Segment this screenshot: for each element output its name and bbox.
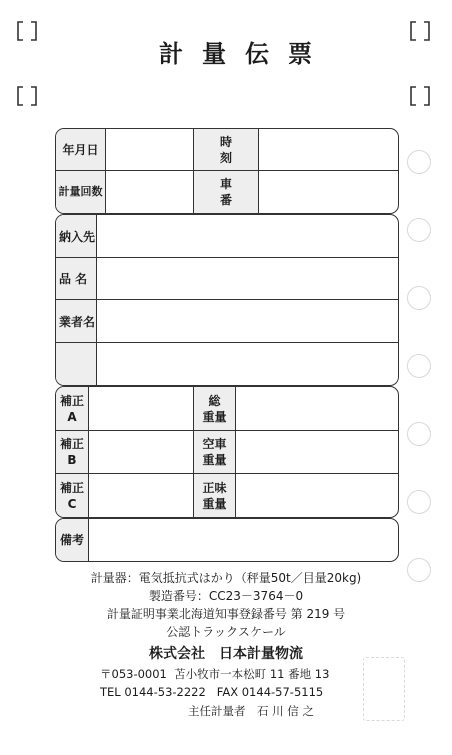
- company-name: 株式会社 日本計量物流: [149, 646, 303, 662]
- vehicle-number-field[interactable]: [259, 171, 398, 213]
- punch-hole-icon: [407, 150, 431, 174]
- gross-weight-label: 総 重量: [194, 387, 236, 431]
- correction-a-label: 補正 A: [56, 387, 89, 431]
- time-field[interactable]: [259, 129, 398, 171]
- punch-hole-icon: [407, 218, 431, 242]
- correction-c-label: 補正 C: [56, 474, 89, 517]
- net-weight-field[interactable]: [236, 474, 398, 517]
- correction-b-field[interactable]: [89, 431, 194, 474]
- blank-field[interactable]: [97, 343, 398, 385]
- vehicle-label: 車 番: [194, 171, 259, 213]
- company-address: 〒053-0001 苫小牧市一本松町 11 番地 13: [100, 667, 330, 681]
- delivery-field[interactable]: [97, 215, 398, 258]
- delivery-label: 納入先: [56, 215, 97, 258]
- punch-hole-icon: [407, 354, 431, 378]
- punch-hole-icon: [407, 422, 431, 446]
- gross-weight-field[interactable]: [236, 387, 398, 431]
- certified-scale: 公認トラックスケール: [166, 625, 286, 639]
- weights-section: [55, 386, 399, 518]
- header-section: [55, 128, 399, 214]
- product-field[interactable]: [97, 258, 398, 300]
- correction-b-label: 補正 B: [56, 431, 89, 474]
- remarks-label: 備考: [56, 519, 89, 561]
- blank-label: [56, 343, 97, 385]
- registration-number: 計量証明事業北海道知事登録番号 第 219 号: [106, 607, 346, 621]
- remarks-section: [55, 518, 399, 562]
- punch-hole-icon: [407, 286, 431, 310]
- scale-spec: 計量器：電気抵抗式はかり（秤量50t／目量20kg): [90, 571, 362, 585]
- punch-hole-icon: [407, 490, 431, 514]
- chief-weigher: 主任計量者 石 川 信 之: [188, 704, 314, 718]
- serial-number: 製造番号：CC23－3764－0: [148, 589, 304, 603]
- count-field[interactable]: [106, 171, 194, 213]
- net-weight-label: 正味 重量: [194, 474, 236, 517]
- date-field[interactable]: [106, 129, 194, 171]
- company-seal: [363, 657, 405, 721]
- tare-weight-label: 空車 重量: [194, 431, 236, 474]
- product-label: 品 名: [56, 258, 97, 300]
- slip-title: 計量伝票: [159, 40, 331, 68]
- correction-c-field[interactable]: [89, 474, 194, 517]
- mid-left-bracket-icon: [16, 85, 38, 107]
- party-section: [55, 214, 399, 386]
- time-label: 時 刻: [194, 129, 259, 171]
- company-contact: TEL 0144-53-2222 FAX 0144-57-5115: [100, 685, 324, 699]
- count-label: 計量回数: [56, 171, 106, 213]
- mid-right-bracket-icon: [409, 85, 431, 107]
- vendor-field[interactable]: [97, 300, 398, 343]
- vendor-label: 業者名: [56, 300, 97, 343]
- date-label: 年月日: [56, 129, 106, 171]
- remarks-field[interactable]: [89, 519, 398, 561]
- correction-a-field[interactable]: [89, 387, 194, 431]
- tare-weight-field[interactable]: [236, 431, 398, 474]
